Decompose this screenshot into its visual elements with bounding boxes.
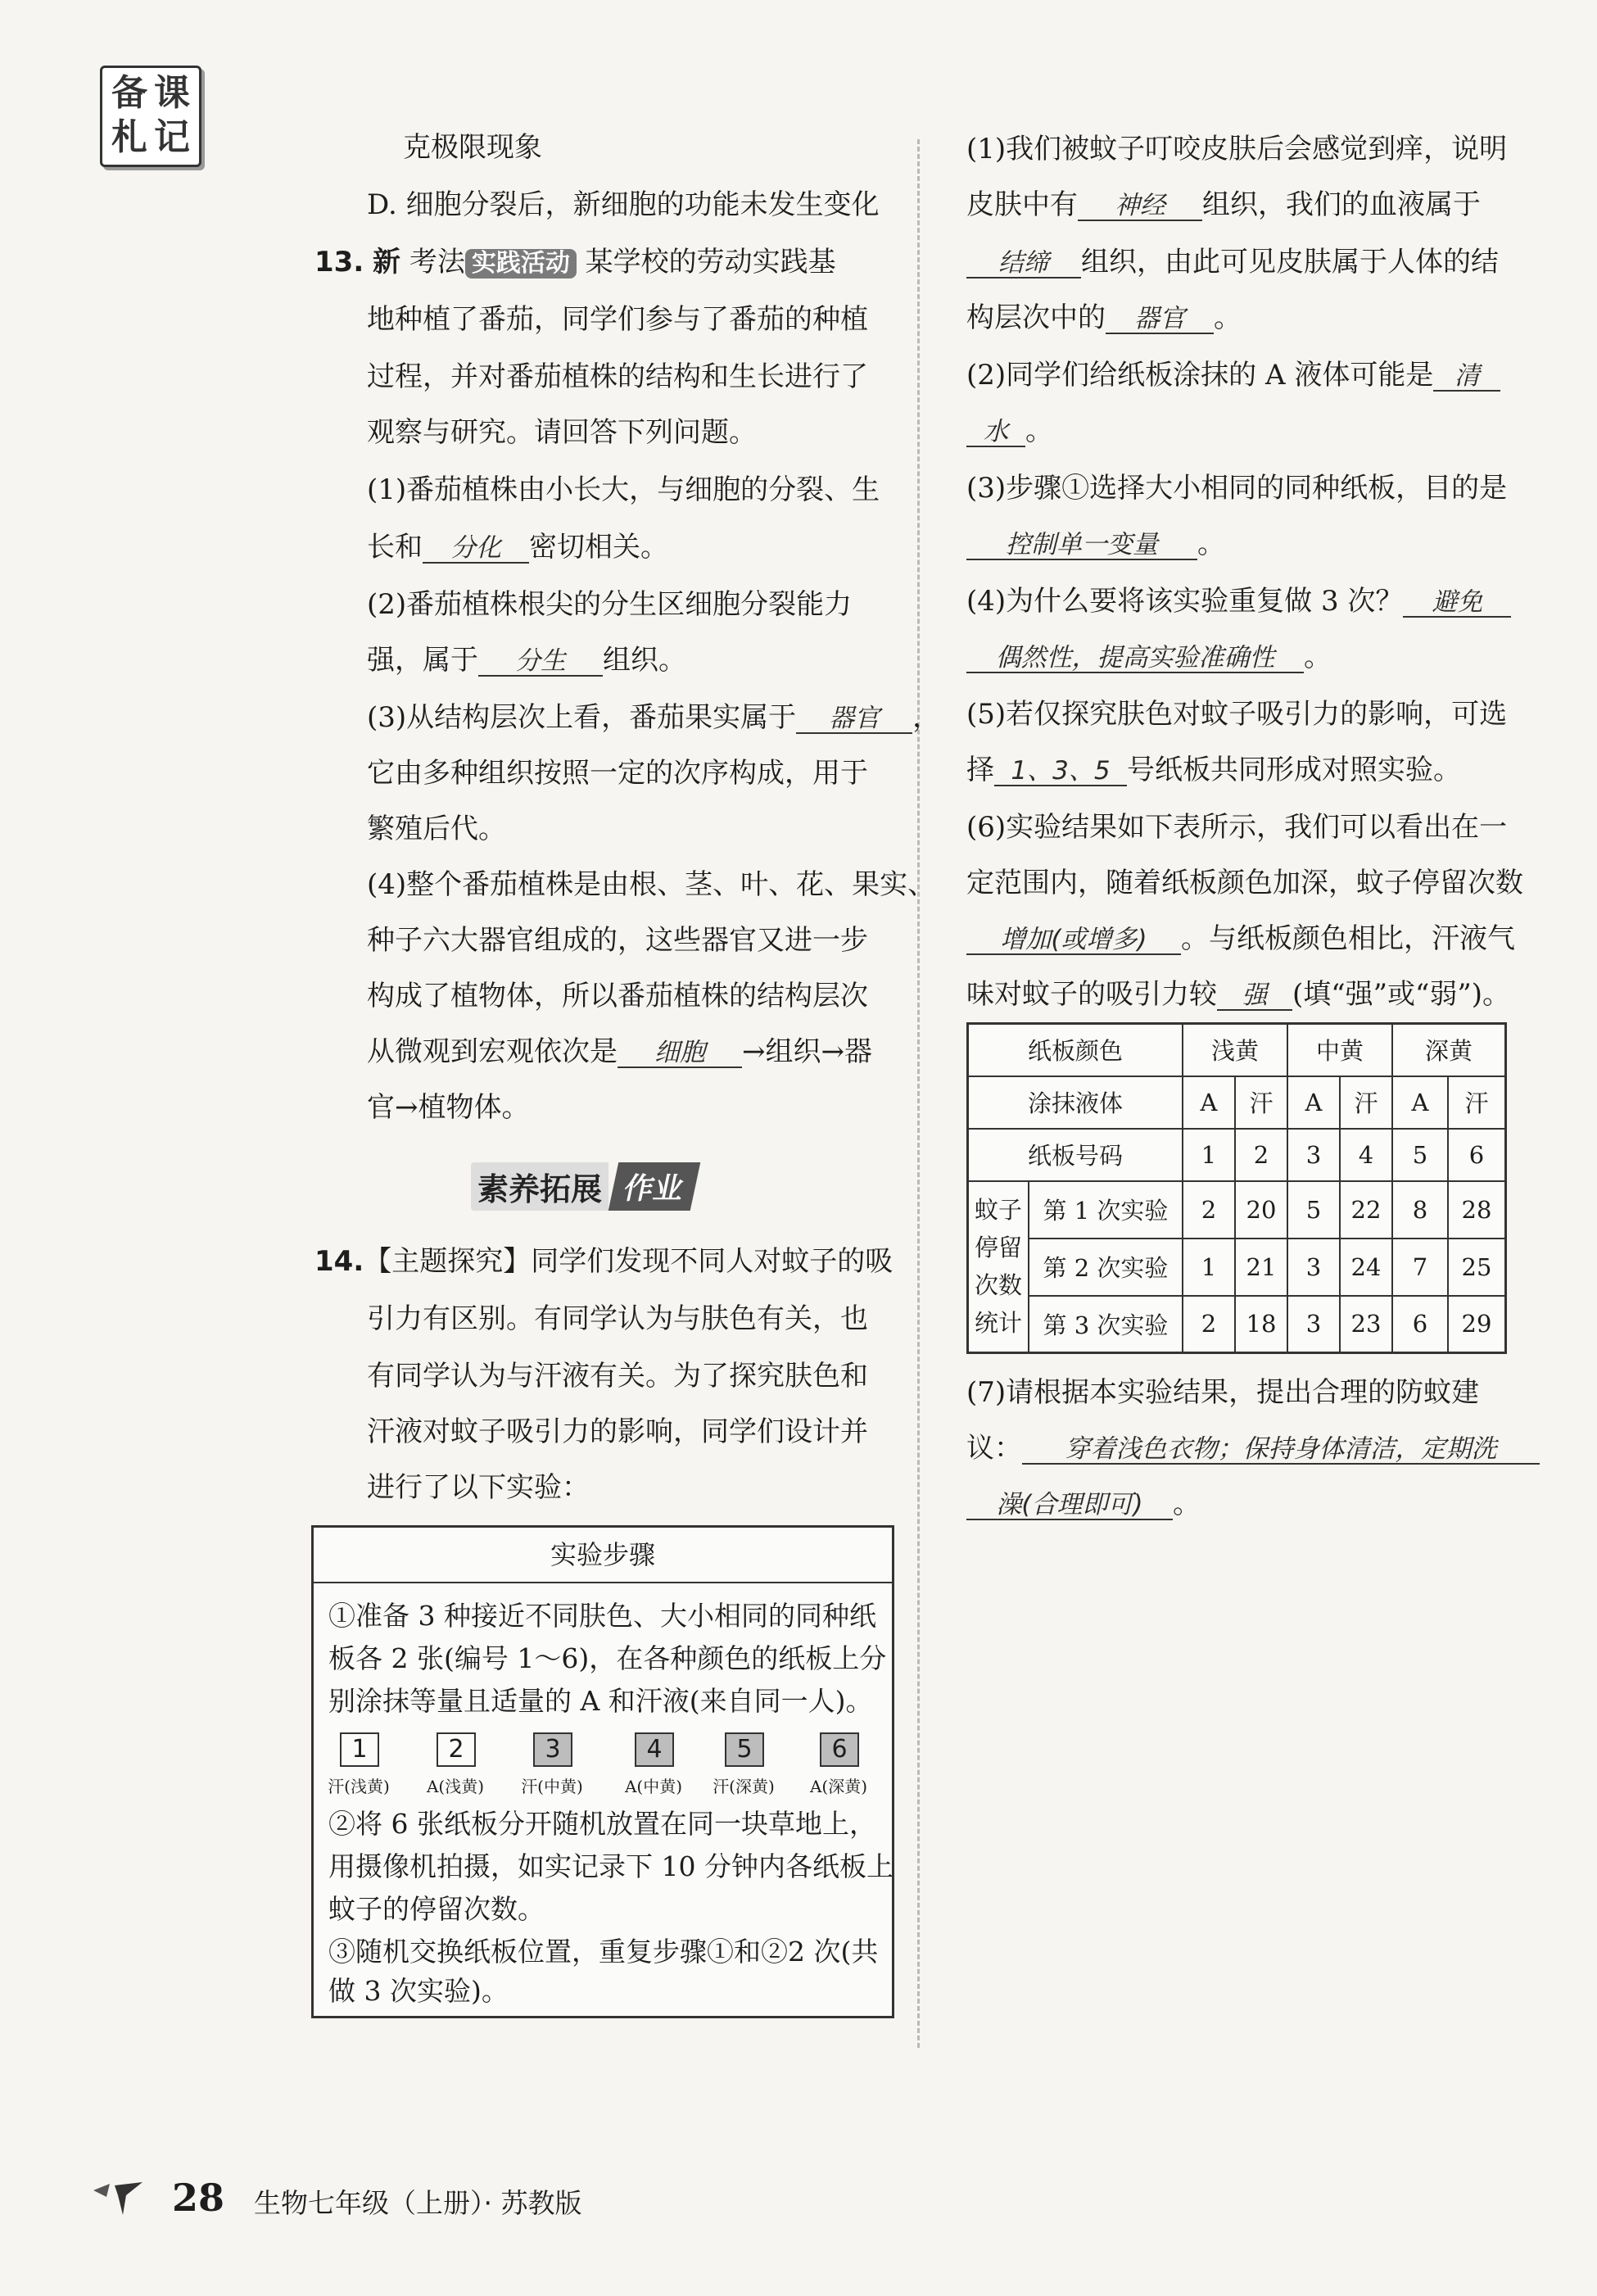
answer-text: 器官 <box>1106 305 1214 334</box>
table-cell: 6 <box>1448 1129 1506 1181</box>
sub-question-2-answer-line <box>367 644 686 677</box>
sub-question-2-answer-line <box>966 359 1500 392</box>
notes-logo <box>100 66 201 167</box>
answer-text: 偶然性，提高实验准确性 <box>966 644 1304 673</box>
results-table <box>966 1022 1507 1354</box>
sub-question-7: (7)请根据本实验结果，提出合理的防蚊建 <box>966 1376 1480 1409</box>
table-cell: 18 <box>1235 1296 1287 1353</box>
table-header: 深黄 <box>1392 1024 1506 1076</box>
step-text: 别涂抹等量且适量的 A 和汗液(来自同一人)。 <box>328 1685 873 1717</box>
sub-question-1: (1)番茄植株由小长大，与细胞的分裂、生 <box>367 473 880 506</box>
question-number: 14. <box>314 1245 364 1278</box>
sub-question-4-answer-line <box>367 1035 872 1068</box>
option-d: D. 细胞分裂后，新细胞的功能未发生变化 <box>367 188 880 221</box>
group-label-line: 停留 <box>974 1234 1022 1262</box>
table-cell: 8 <box>1392 1181 1448 1239</box>
table-row <box>968 1076 1506 1129</box>
answer-line <box>966 246 1499 279</box>
table-cell: 25 <box>1448 1239 1506 1296</box>
answer-line <box>966 1432 1540 1465</box>
board-label: 汗(浅黄) <box>328 1777 390 1796</box>
text: 密切相关。 <box>529 531 668 564</box>
board-4: 4 <box>635 1732 674 1767</box>
corner-ornament-icon <box>90 2179 147 2220</box>
table-cell: A <box>1392 1076 1448 1129</box>
table-row <box>968 1239 1506 1296</box>
answer-text: 避免 <box>1403 588 1511 618</box>
steps-header: 实验步骤 <box>314 1528 892 1583</box>
answer-line <box>966 301 1242 334</box>
table-row <box>968 1296 1506 1353</box>
text: 组织，我们的血液属于 <box>1202 188 1481 221</box>
text: 从微观到宏观依次是 <box>367 1035 618 1068</box>
table-header: 纸板颜色 <box>968 1024 1183 1076</box>
table-cell: 3 <box>1287 1129 1340 1181</box>
text: 长和 <box>367 531 423 564</box>
stem-text: 【主题探究】同学们发现不同人对蚊子的吸 <box>364 1245 894 1278</box>
stem-text: 地种植了番茄，同学们参与了番茄的种植 <box>367 303 868 336</box>
step-text: 用摄像机拍摄，如实记录下 10 分钟内各纸板上 <box>328 1850 894 1882</box>
table-cell: 7 <box>1392 1239 1448 1296</box>
answer-text: 控制单一变量 <box>966 531 1197 560</box>
board-6: 6 <box>820 1732 859 1767</box>
sub-question-3-answer-line <box>367 701 940 734</box>
step-text: ②将 6 张纸板分开随机放置在同一块草地上， <box>328 1808 876 1840</box>
step-text: 做 3 次实验)。 <box>328 1975 509 2007</box>
text-line: 繁殖后代。 <box>367 813 506 845</box>
table-cell: A <box>1183 1076 1235 1129</box>
step-text: ③随机交换纸板位置，重复步骤①和②2 次(共 <box>328 1936 879 1968</box>
board-2: 2 <box>437 1732 476 1767</box>
stem-text: 某学校的劳动实践基 <box>585 246 836 279</box>
table-cell: 20 <box>1235 1181 1287 1239</box>
table-cell: 28 <box>1448 1181 1506 1239</box>
text: 。 <box>1173 1488 1201 1520</box>
answer-text: 细胞 <box>618 1039 742 1068</box>
table-header: 纸板号码 <box>968 1129 1183 1181</box>
table-cell: A <box>1287 1076 1340 1129</box>
step-text: ①准备 3 种接近不同肤色、大小相同的同种纸 <box>328 1600 876 1632</box>
sub-question-4: (4)整个番茄植株是由根、茎、叶、花、果实、 <box>367 868 936 901</box>
text: 。 <box>1214 301 1242 334</box>
board-3: 3 <box>533 1732 572 1767</box>
section-title <box>471 1163 695 1209</box>
answer-text: 神经 <box>1078 192 1202 221</box>
text: (3)从结构层次上看，番茄果实属于 <box>367 701 797 734</box>
text: 。 <box>1197 528 1225 560</box>
sub-question-2: (2)番茄植株根尖的分生区细胞分裂能力 <box>367 588 853 621</box>
board-1: 1 <box>340 1732 379 1767</box>
sub-question-1: (1)我们被蚊子叮咬皮肤后会感觉到痒，说明 <box>966 133 1508 165</box>
text: 强，属于 <box>367 644 478 677</box>
answer-line <box>966 528 1225 560</box>
stem-text: 汗液对蚊子吸引力的影响，同学们设计并 <box>367 1415 868 1448</box>
group-label-line: 次数 <box>974 1271 1022 1300</box>
answer-text: 清 <box>1433 362 1500 392</box>
text-line: 官→植物体。 <box>367 1091 530 1124</box>
text: (填“强”或“弱”)。 <box>1292 978 1511 1011</box>
table-cell: 24 <box>1340 1239 1392 1296</box>
step-text: 蚊子的停留次数。 <box>328 1893 545 1925</box>
text: 。 <box>1025 414 1053 447</box>
text-line: 定范围内，随着纸板颜色加深，蚊子停留次数 <box>966 867 1523 899</box>
answer-text: 结缔 <box>966 249 1081 279</box>
group-label-line: 蚊子 <box>974 1196 1022 1225</box>
question-13-header <box>314 246 836 279</box>
answer-line <box>966 922 1515 955</box>
answer-line <box>966 188 1481 221</box>
table-cell: 6 <box>1392 1296 1448 1353</box>
group-label-line: 统计 <box>974 1309 1022 1338</box>
table-cell: 1 <box>1183 1239 1235 1296</box>
text: 议： <box>966 1432 1022 1465</box>
sub-question-4-answer-line <box>966 585 1511 618</box>
text: (4)为什么要将该实验重复做 3 次？ <box>966 585 1404 618</box>
answer-text: 澡(合理即可) <box>966 1491 1173 1520</box>
question-14-header <box>314 1245 893 1278</box>
text-line: 构成了植物体，所以番茄植株的结构层次 <box>367 980 868 1012</box>
sub-question-6: (6)实验结果如下表所示，我们可以看出在一 <box>966 811 1508 844</box>
column-divider <box>917 139 920 2048</box>
logo-char: 备 <box>111 72 147 114</box>
table-header: 涂抹液体 <box>968 1076 1183 1129</box>
answer-text: 1、3、5 <box>994 757 1127 786</box>
answer-line <box>966 1488 1201 1520</box>
answer-line <box>966 414 1053 447</box>
table-cell: 21 <box>1235 1239 1287 1296</box>
answer-text: 分生 <box>478 647 603 677</box>
practice-badge: 实践活动 <box>465 249 577 279</box>
answer-text: 器官 <box>796 704 912 734</box>
board-label: A(深黄) <box>809 1777 868 1796</box>
experiment-steps-box <box>311 1525 894 2018</box>
answer-text: 水 <box>966 418 1025 447</box>
text: 组织，由此可见皮肤属于人体的结 <box>1081 246 1499 279</box>
text: →组织→器 <box>742 1035 872 1068</box>
row-label: 第 1 次实验 <box>1029 1181 1183 1239</box>
stem-text: 进行了以下实验： <box>367 1471 590 1504</box>
answer-text: 增加(或增多) <box>966 926 1181 955</box>
text: (2)同学们给纸板涂抹的 A 液体可能是 <box>966 359 1434 392</box>
answer-text: 穿着浅色衣物；保持身体清洁，定期洗 <box>1022 1435 1540 1465</box>
table-header: 中黄 <box>1287 1024 1392 1076</box>
table-cell: 汗 <box>1340 1076 1392 1129</box>
answer-line <box>966 978 1510 1011</box>
answer-text: 强 <box>1217 981 1292 1011</box>
sub-question-5: (5)若仅探究肤色对蚊子吸引力的影响，可选 <box>966 698 1508 731</box>
text: 。与纸板颜色相比，汗液气 <box>1181 922 1515 955</box>
text: ， <box>912 701 941 734</box>
board-5: 5 <box>725 1732 764 1767</box>
text: 择 <box>966 754 994 786</box>
table-cell: 5 <box>1287 1181 1340 1239</box>
table-cell: 汗 <box>1448 1076 1506 1129</box>
step-text: 板各 2 张(编号 1～6)，在各种颜色的纸板上分 <box>328 1642 887 1674</box>
text-line: 克极限现象 <box>403 131 542 164</box>
stem-text: 观察与研究。请回答下列问题。 <box>367 416 757 449</box>
question-number: 13. <box>314 246 364 279</box>
text: 。 <box>1304 641 1332 673</box>
table-cell: 2 <box>1235 1129 1287 1181</box>
text-line: 它由多种组织按照一定的次序构成，用于 <box>367 757 868 790</box>
logo-char: 札 <box>111 116 147 158</box>
group-label <box>968 1181 1029 1353</box>
row-label: 第 3 次实验 <box>1029 1296 1183 1353</box>
table-cell: 1 <box>1183 1129 1235 1181</box>
section-title-main: 素养拓展 <box>471 1162 608 1211</box>
table-cell: 22 <box>1340 1181 1392 1239</box>
board-label: A(浅黄) <box>426 1777 485 1796</box>
text: 皮肤中有 <box>966 188 1078 221</box>
text: 号纸板共同形成对照实验。 <box>1127 754 1461 786</box>
table-cell: 4 <box>1340 1129 1392 1181</box>
stem-text: 有同学认为与汗液有关。为了探究肤色和 <box>367 1360 868 1393</box>
table-cell: 2 <box>1183 1181 1235 1239</box>
text-line: 种子六大器官组成的，这些器官又进一步 <box>367 924 868 957</box>
table-row <box>968 1024 1506 1076</box>
answer-text: 分化 <box>423 534 529 564</box>
answer-line <box>966 641 1332 673</box>
table-cell: 汗 <box>1235 1076 1287 1129</box>
logo-char: 记 <box>154 116 190 158</box>
sub-question-3: (3)步骤①选择大小相同的同种纸板，目的是 <box>966 472 1508 505</box>
table-row <box>968 1129 1506 1181</box>
row-label: 第 2 次实验 <box>1029 1239 1183 1296</box>
tag-kaofa: 考法 <box>409 246 465 279</box>
answer-line <box>966 754 1461 786</box>
table-cell: 3 <box>1287 1239 1340 1296</box>
section-title-tag: 作业 <box>608 1162 701 1211</box>
board-label: 汗(中黄) <box>521 1777 583 1796</box>
text: 构层次中的 <box>966 301 1106 334</box>
stem-text: 引力有区别。有同学认为与肤色有关，也 <box>367 1302 868 1335</box>
book-title: 生物七年级（上册）· 苏教版 <box>254 2187 582 2219</box>
text: 组织。 <box>603 644 686 677</box>
board-label: 汗(深黄) <box>713 1777 775 1796</box>
page-number: 28 <box>172 2176 225 2220</box>
table-row <box>968 1181 1506 1239</box>
table-cell: 29 <box>1448 1296 1506 1353</box>
sub-question-1-answer-line <box>367 531 668 564</box>
table-cell: 23 <box>1340 1296 1392 1353</box>
table-cell: 2 <box>1183 1296 1235 1353</box>
table-cell: 3 <box>1287 1296 1340 1353</box>
tag-new: 新 <box>373 246 401 279</box>
table-cell: 5 <box>1392 1129 1448 1181</box>
text: 味对蚊子的吸引力较 <box>966 978 1217 1011</box>
stem-text: 过程，并对番茄植株的结构和生长进行了 <box>367 360 868 393</box>
board-label: A(中黄) <box>624 1777 683 1796</box>
table-header: 浅黄 <box>1183 1024 1287 1076</box>
logo-char: 课 <box>154 72 190 114</box>
